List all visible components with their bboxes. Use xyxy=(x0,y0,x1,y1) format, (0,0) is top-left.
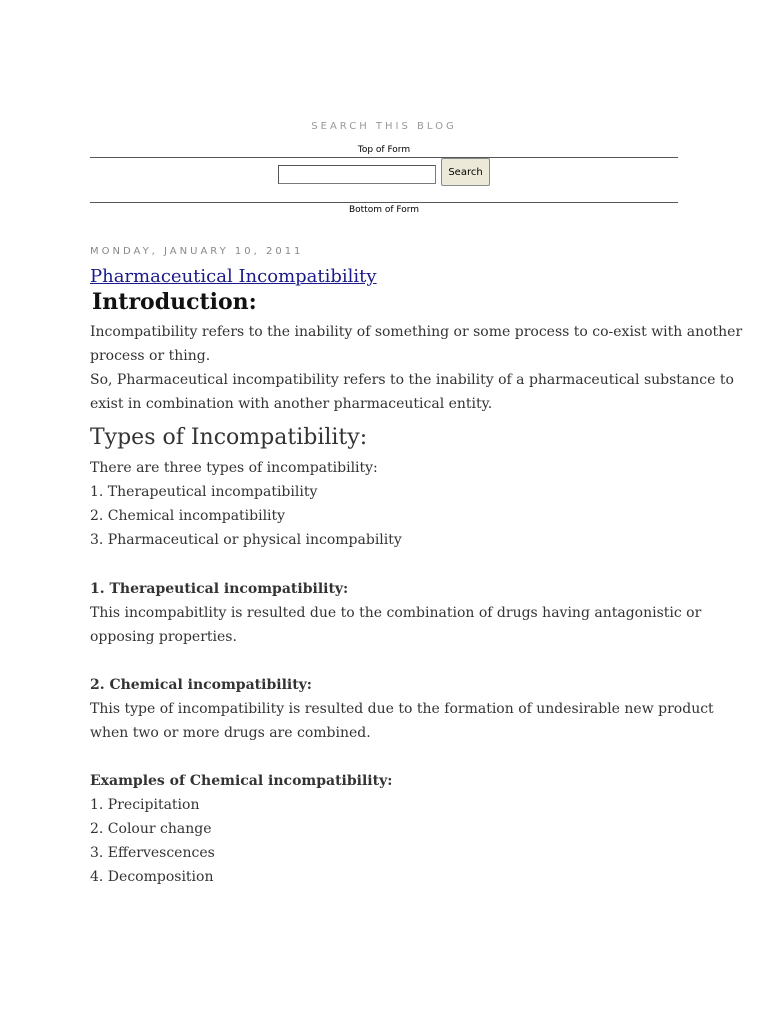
list-item: 3. Effervescences xyxy=(90,845,215,861)
post-title-link[interactable]: Pharmaceutical Incompatibility xyxy=(90,266,377,287)
therapeutical-line: This incompabitlity is resulted due to the combination of drugs having antagonistic or xyxy=(90,605,702,621)
intro-line: So, Pharmaceutical incompatibility refers to the inability of a pharmaceutical substance to xyxy=(90,372,734,388)
types-list xyxy=(90,456,690,552)
search-button[interactable]: Search xyxy=(441,158,490,186)
chemical-heading: 2. Chemical incompatibility: xyxy=(90,677,312,693)
therapeutical-line: opposing properties. xyxy=(90,629,237,645)
list-item: 1. Precipitation xyxy=(90,797,200,813)
bottom-of-form-label: Bottom of Form xyxy=(348,205,420,215)
chemical-section xyxy=(90,673,714,745)
intro-paragraph xyxy=(90,320,743,416)
chemical-line: when two or more drugs are combined. xyxy=(90,725,371,741)
examples-heading: Examples of Chemical incompatibility: xyxy=(90,773,393,789)
form-bottom-divider xyxy=(90,202,678,203)
list-item: 3. Pharmaceutical or physical incompability xyxy=(90,532,402,548)
search-input[interactable] xyxy=(278,165,436,184)
intro-line: exist in combination with another pharmaceutical entity. xyxy=(90,396,493,412)
form-top-divider xyxy=(90,157,678,158)
list-item: 4. Decomposition xyxy=(90,869,214,885)
post-date: MONDAY, JANUARY 10, 2011 xyxy=(90,246,304,257)
therapeutical-section xyxy=(90,577,702,649)
list-item: 2. Chemical incompatibility xyxy=(90,508,286,524)
therapeutical-heading: 1. Therapeutical incompatibility: xyxy=(90,581,349,597)
intro-heading: Introduction: xyxy=(92,289,257,315)
intro-line: process or thing. xyxy=(90,348,211,364)
top-of-form-label: Top of Form xyxy=(357,145,411,155)
examples-section xyxy=(90,769,690,889)
search-heading: SEARCH THIS BLOG xyxy=(311,121,457,132)
chemical-line: This type of incompatibility is resulted due to the formation of undesirable new product xyxy=(90,701,714,717)
types-intro: There are three types of incompatibility: xyxy=(90,460,378,476)
types-heading: Types of Incompatibility: xyxy=(90,425,368,450)
intro-line: Incompatibility refers to the inability of something or some process to co-exist with another xyxy=(90,324,743,340)
list-item: 2. Colour change xyxy=(90,821,212,837)
list-item: 1. Therapeutical incompatibility xyxy=(90,484,318,500)
